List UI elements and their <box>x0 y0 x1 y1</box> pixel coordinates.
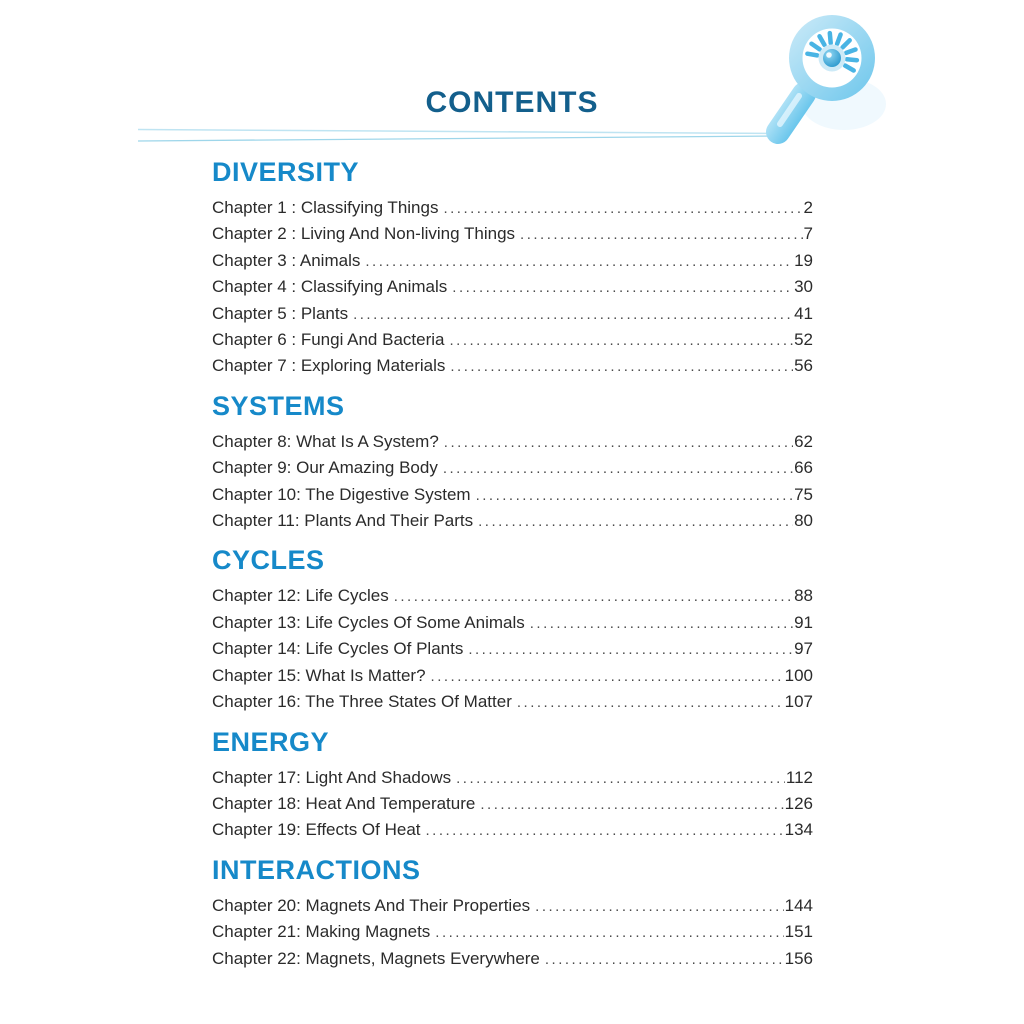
dot-leader <box>443 196 802 221</box>
page-title: CONTENTS <box>425 86 599 119</box>
chapter-title: Chapter 15: What Is Matter? <box>212 665 426 685</box>
section-systems <box>212 392 813 535</box>
toc-entry <box>212 455 813 481</box>
dot-leader <box>431 664 784 689</box>
page-number: 75 <box>794 484 813 504</box>
toc-entry <box>212 791 813 817</box>
header-decoration <box>0 0 1024 170</box>
toc-entry <box>212 663 813 689</box>
dot-leader <box>476 483 793 508</box>
dot-leader <box>530 611 793 636</box>
dot-leader <box>394 584 793 609</box>
chapter-title: Chapter 3 : Animals <box>212 250 361 270</box>
dot-leader <box>480 792 783 817</box>
dot-leader <box>517 690 784 715</box>
chapter-title: Chapter 7 : Exploring Materials <box>212 356 446 376</box>
eye-pupil <box>823 49 841 67</box>
toc-entry <box>212 221 813 247</box>
toc-entry <box>212 893 813 919</box>
dot-leader <box>449 328 793 353</box>
chapter-title: Chapter 20: Magnets And Their Properties <box>212 895 531 915</box>
page-number: 107 <box>784 692 813 712</box>
toc-entry <box>212 817 813 843</box>
toc-entry <box>212 765 813 791</box>
toc-entry <box>212 610 813 636</box>
eye-highlight <box>826 52 832 58</box>
dot-leader <box>535 894 783 919</box>
page-number: 112 <box>785 767 813 787</box>
section-diversity <box>212 158 813 380</box>
toc-entry <box>212 508 813 534</box>
toc-entry <box>212 301 813 327</box>
chapter-title: Chapter 6 : Fungi And Bacteria <box>212 330 445 350</box>
chapter-title: Chapter 21: Making Magnets <box>212 922 431 942</box>
chapter-title: Chapter 17: Light And Shadows <box>212 767 452 787</box>
chapter-title: Chapter 22: Magnets, Magnets Everywhere <box>212 948 540 968</box>
dot-leader <box>444 430 793 455</box>
toc-entry <box>212 195 813 221</box>
toc-entry <box>212 274 813 300</box>
table-of-contents <box>212 158 813 972</box>
section-interactions <box>212 856 813 972</box>
toc-entry <box>212 636 813 662</box>
chapter-title: Chapter 2 : Living And Non-living Things <box>212 224 516 244</box>
toc-entry <box>212 429 813 455</box>
page-number: 91 <box>794 612 813 632</box>
chapter-title: Chapter 16: The Three States Of Matter <box>212 692 512 712</box>
dot-leader <box>353 302 793 327</box>
page-number: 97 <box>794 639 813 659</box>
chapter-title: Chapter 14: Life Cycles Of Plants <box>212 639 464 659</box>
section-cycles <box>212 546 813 715</box>
page-number: 2 <box>803 198 813 217</box>
toc-entry <box>212 946 813 972</box>
dot-leader <box>435 920 783 945</box>
chapter-title: Chapter 13: Life Cycles Of Some Animals <box>212 612 525 632</box>
page-number: 144 <box>784 895 813 915</box>
page-number: 7 <box>803 224 813 244</box>
section-heading: CYCLES <box>212 545 325 576</box>
chapter-title: Chapter 11: Plants And Their Parts <box>212 511 474 531</box>
chapter-title: Chapter 5 : Plants <box>212 303 349 323</box>
dot-leader <box>478 509 793 534</box>
page-number: 134 <box>784 820 813 840</box>
section-heading: INTERACTIONS <box>212 854 421 885</box>
dot-leader <box>450 354 793 379</box>
page-number: 30 <box>794 277 813 297</box>
dot-leader <box>426 818 784 843</box>
dot-leader <box>456 766 785 791</box>
page-number: 41 <box>794 303 813 323</box>
toc-entry <box>212 583 813 609</box>
chapter-title: Chapter 8: What Is A System? <box>212 431 439 451</box>
chapter-title: Chapter 10: The Digestive System <box>212 484 471 504</box>
page-number: 156 <box>784 948 813 968</box>
chapter-title: Chapter 1 : Classifying Things <box>212 198 439 217</box>
dot-leader <box>443 456 793 481</box>
page-number: 62 <box>794 431 813 451</box>
page-number: 80 <box>794 511 813 531</box>
page-number: 151 <box>784 922 813 942</box>
section-heading: DIVERSITY <box>212 157 360 187</box>
dot-leader <box>520 222 803 247</box>
dot-leader <box>545 947 784 972</box>
header-rule-lines <box>138 130 778 142</box>
page-number: 52 <box>794 330 813 350</box>
toc-entry <box>212 689 813 715</box>
chapter-title: Chapter 19: Effects Of Heat <box>212 820 421 840</box>
page-number: 56 <box>794 356 813 376</box>
magnifying-glass-icon <box>778 15 886 132</box>
toc-entry <box>212 327 813 353</box>
dot-leader <box>452 275 793 300</box>
section-energy <box>212 728 813 844</box>
toc-entry <box>212 482 813 508</box>
page-number: 126 <box>784 793 813 813</box>
page-number: 19 <box>794 250 813 270</box>
chapter-title: Chapter 9: Our Amazing Body <box>212 458 438 478</box>
section-heading: ENERGY <box>212 726 330 757</box>
toc-entry <box>212 919 813 945</box>
toc-entry <box>212 353 813 379</box>
page-number: 100 <box>784 665 813 685</box>
page-number: 66 <box>794 458 813 478</box>
section-heading: SYSTEMS <box>212 390 345 421</box>
toc-entry <box>212 248 813 274</box>
chapter-title: Chapter 18: Heat And Temperature <box>212 793 476 813</box>
chapter-title: Chapter 12: Life Cycles <box>212 586 389 606</box>
page-number: 88 <box>794 586 813 606</box>
dot-leader <box>468 637 793 662</box>
dot-leader <box>365 249 793 274</box>
chapter-title: Chapter 4 : Classifying Animals <box>212 277 448 297</box>
